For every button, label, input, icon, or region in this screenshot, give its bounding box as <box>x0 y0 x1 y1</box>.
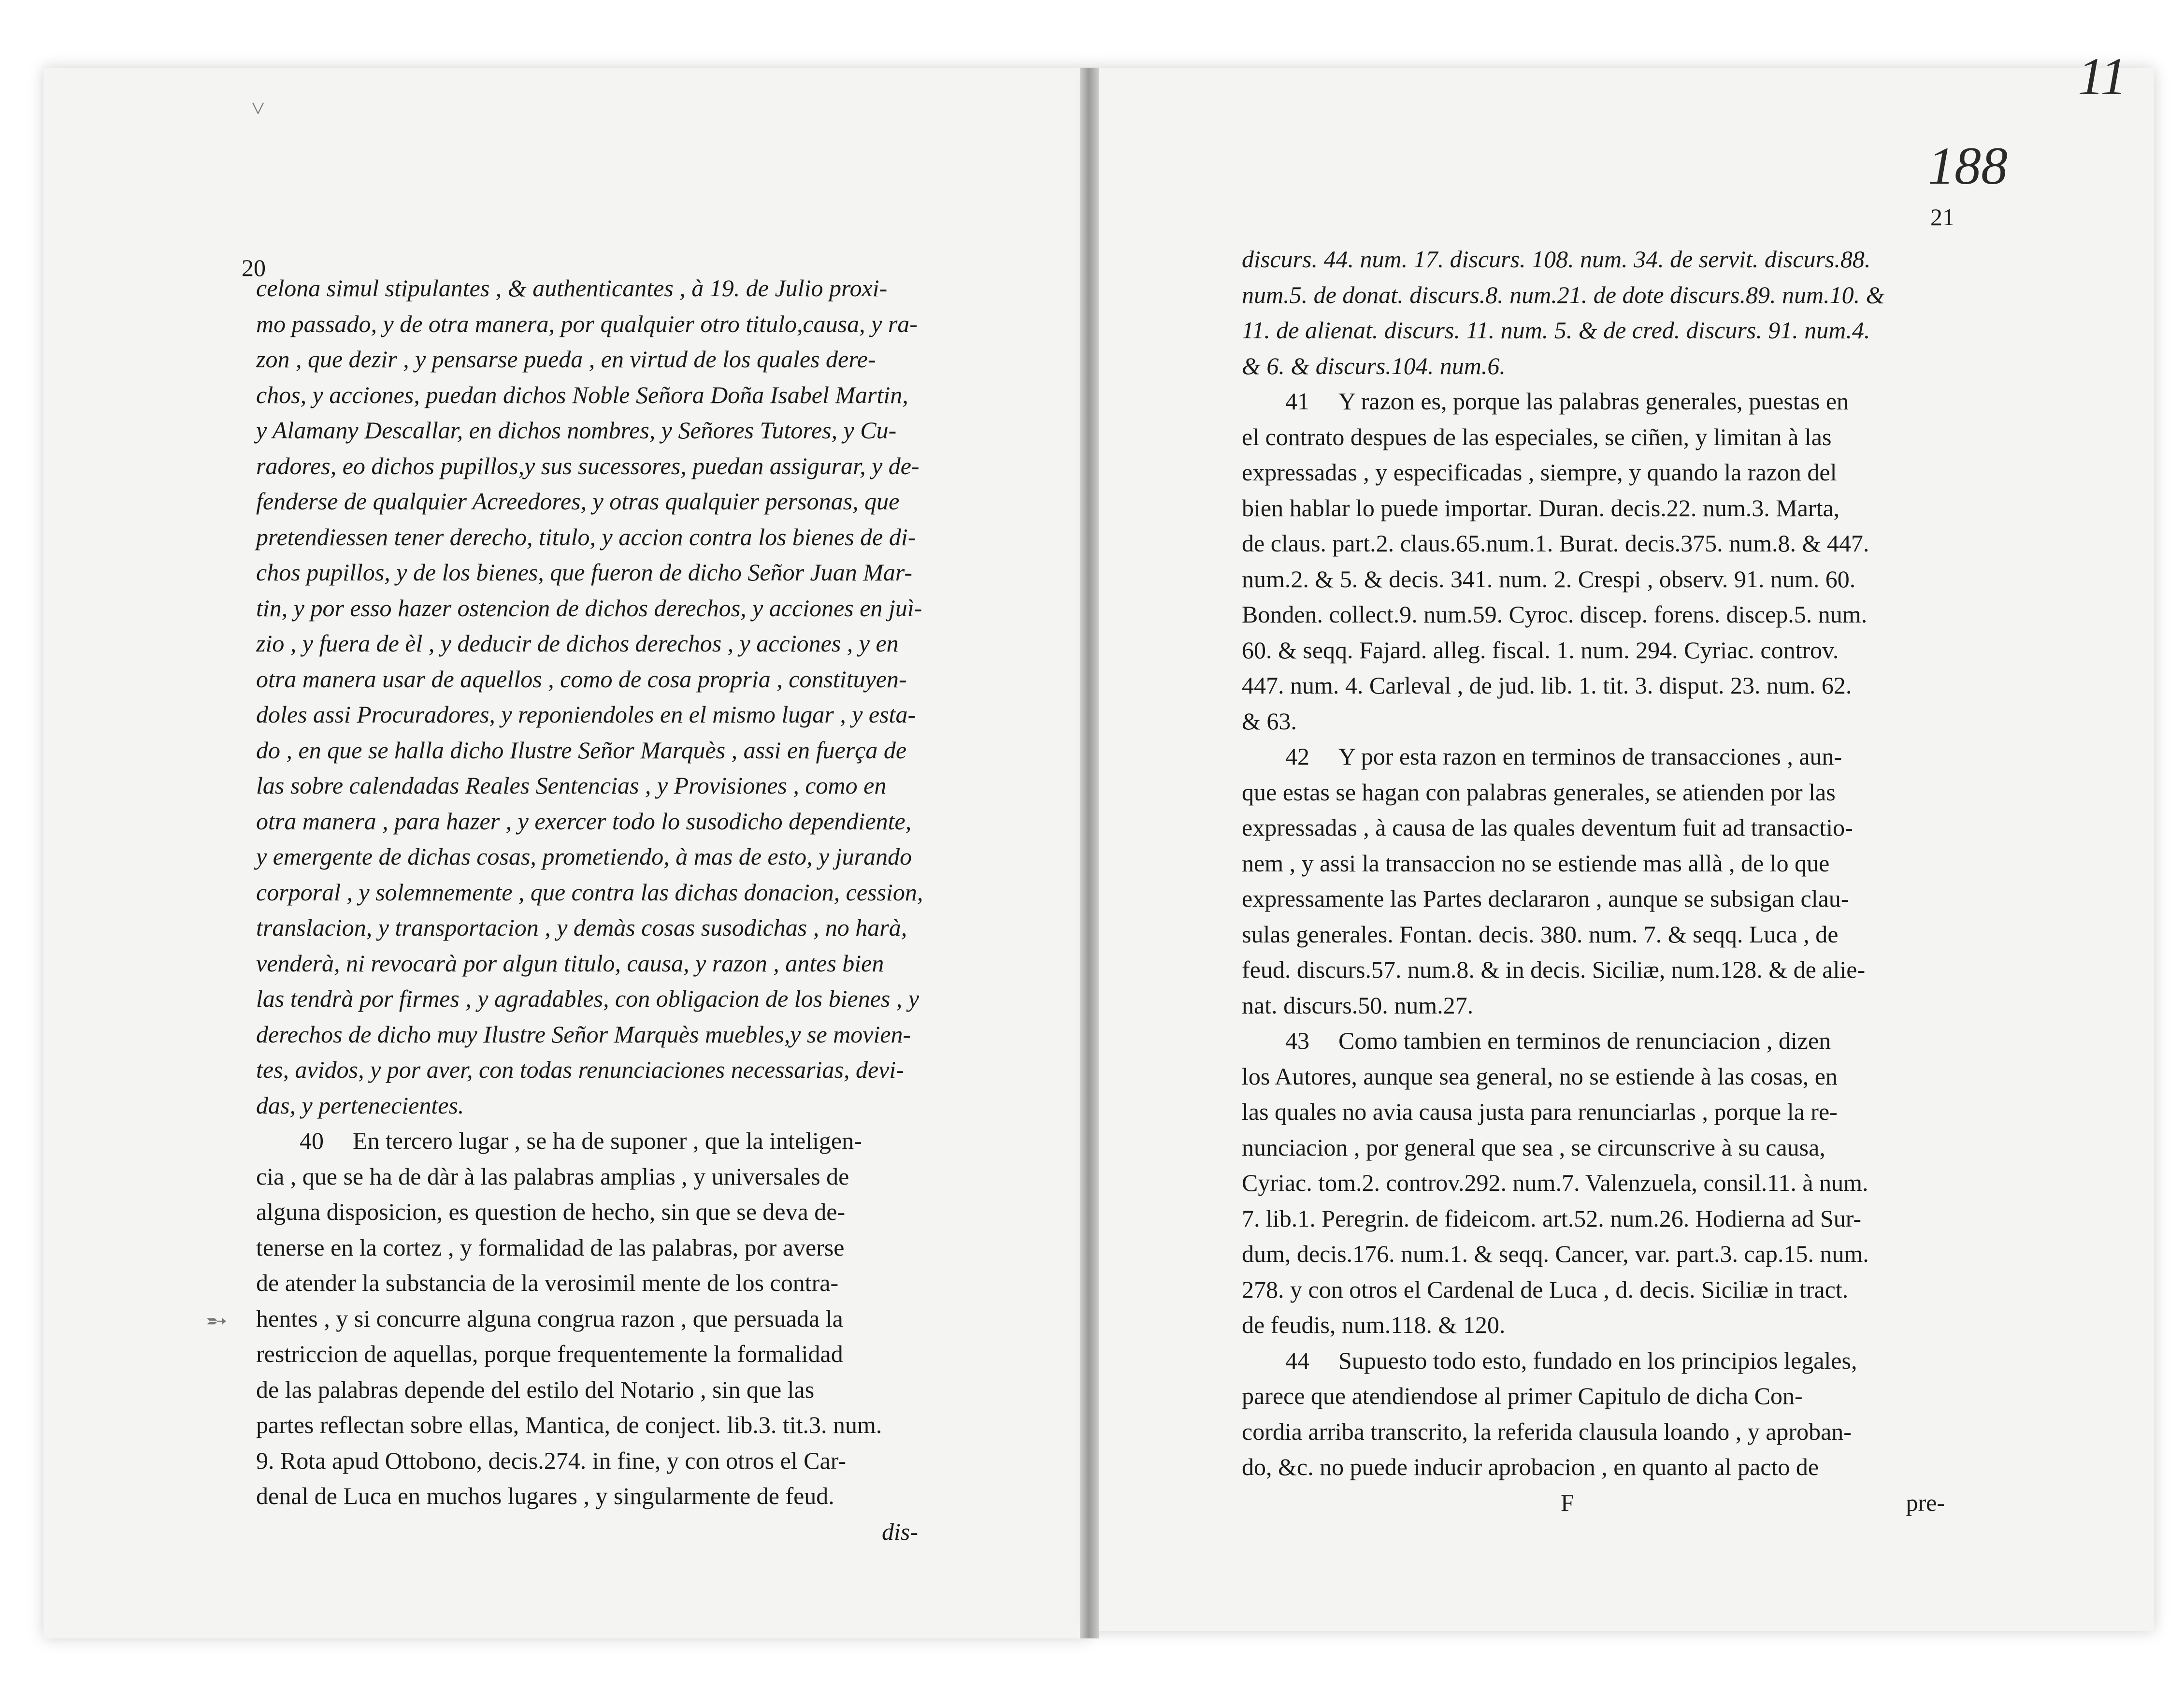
text-line: translacion, y transportacion , y demàs cosas susodichas , no harà, <box>256 914 907 941</box>
text-line <box>256 1123 962 1159</box>
text-line: fenderse de qualquier Acreedores, y otras qualquier personas, que <box>256 488 900 515</box>
text-line: parece que atendiendose al primer Capitulo de dicha Con- <box>1242 1382 1803 1409</box>
text-line: el contrato despues de las especiales, se ciñen, y limitan à las <box>1242 423 1832 450</box>
text-line: 60. & seqq. Fajard. alleg. fiscal. 1. num. 294. Cyriac. controv. <box>1242 636 1839 664</box>
catchword: pre- <box>1906 1489 1945 1516</box>
paragraph-number: 43 <box>1285 1027 1309 1054</box>
paragraph-40 <box>256 1123 962 1514</box>
text-line: nat. discurs.50. num.27. <box>1242 991 1474 1019</box>
text-line <box>1242 739 1945 775</box>
folio-mark-top: 11 <box>2078 47 2127 106</box>
text-line: 7. lib.1. Peregrin. de fideicom. art.52. num.26. Hodierna ad Sur- <box>1242 1204 1862 1232</box>
text-line: hentes , y si concurre alguna congrua razon , que persuada la <box>256 1304 843 1332</box>
text-line: otra manera usar de aquellos , como de cosa propria , constituyen- <box>256 665 907 693</box>
paragraph-41 <box>1242 384 1945 739</box>
text-line: corporal , y solemnemente , que contra las dichas donacion, cession, <box>256 878 923 906</box>
text-line: das, y pertenecientes. <box>256 1091 464 1119</box>
paragraph-number: 42 <box>1285 743 1309 770</box>
text-line <box>1242 1023 1945 1059</box>
text-line: feud. discurs.57. num.8. & in decis. Siciliæ, num.128. & de alie- <box>1242 956 1866 983</box>
right-page-number: 21 <box>1930 203 1954 231</box>
foliation-number: 188 <box>1928 136 2008 195</box>
text-line: sulas generales. Fontan. decis. 380. num. 7. & seqq. Luca , de <box>1242 920 1839 948</box>
text-line: alguna disposicion, es question de hecho, sin que se deva de- <box>256 1198 846 1225</box>
text-line: de feudis, num.118. & 120. <box>1242 1311 1506 1338</box>
text-line: cordia arriba transcrito, la referida clausula loando , y aproban- <box>1242 1418 1852 1445</box>
text-line: tenerse en la cortez , y formalidad de las palabras, por averse <box>256 1233 845 1261</box>
text-line: tes, avidos, y por aver, con todas renunciaciones necessarias, devi- <box>256 1056 904 1083</box>
catchword: dis- <box>882 1518 918 1545</box>
signature-catchword-line <box>1242 1485 1945 1521</box>
text-line-content: Supuesto todo esto, fundado en los principios legales, <box>1338 1347 1857 1374</box>
text-line: do , en que se halla dicho Ilustre Señor Marquès , assi en fuerça de <box>256 736 907 764</box>
text-line: num.2. & 5. & decis. 341. num. 2. Crespi , observ. 91. num. 60. <box>1242 565 1856 593</box>
text-line: derechos de dicho muy Ilustre Señor Marquès muebles,y se movien- <box>256 1020 911 1048</box>
text-line: venderà, ni revocarà por algun titulo, causa, y razon , antes bien <box>256 949 884 977</box>
text-line-content: Como tambien en terminos de renunciacion , dizen <box>1338 1027 1831 1054</box>
right-page-text <box>1242 242 1945 1520</box>
text-line: denal de Luca en muchos lugares , y singularmente de feud. <box>256 1482 834 1509</box>
paragraph-43 <box>1242 1023 1945 1343</box>
text-line: num.5. de donat. discurs.8. num.21. de dote discurs.89. num.10. & <box>1242 281 1885 308</box>
text-line: 9. Rota apud Ottobono, decis.274. in fine, y con otros el Car- <box>256 1447 846 1474</box>
paragraph-number: 41 <box>1285 388 1309 415</box>
text-line: partes reflectan sobre ellas, Mantica, de conject. lib.3. tit.3. num. <box>256 1411 882 1438</box>
text-line <box>1242 1343 1945 1379</box>
text-line <box>1242 384 1945 420</box>
text-line: Bonden. collect.9. num.59. Cyroc. discep. forens. discep.5. num. <box>1242 601 1868 628</box>
text-line: 11. de alienat. discurs. 11. num. 5. & de cred. discurs. 91. num.4. <box>1242 317 1870 344</box>
text-line: 278. y con otros el Cardenal de Luca , d. decis. Siciliæ in tract. <box>1242 1275 1849 1303</box>
text-line: nunciacion , por general que sea , se circunscrive à su causa, <box>1242 1133 1825 1161</box>
text-line: dum, decis.176. num.1. & seqq. Cancer, var. part.3. cap.15. num. <box>1242 1240 1869 1267</box>
text-line: las tendrà por firmes , y agradables, con obligacion de los bienes , y <box>256 985 920 1012</box>
text-line: zon , que dezir , y pensarse pueda , en virtud de los quales dere- <box>256 346 876 373</box>
text-line: expressamente las Partes declararon , aunque se subsigan clau- <box>1242 885 1849 912</box>
left-page-text <box>256 271 962 1549</box>
text-line-content: Y por esta razon en terminos de transacciones , aun- <box>1338 743 1842 770</box>
text-line: & 6. & discurs.104. num.6. <box>1242 352 1506 379</box>
book-binding-gutter <box>1080 68 1099 1638</box>
paragraph-number: 44 <box>1285 1347 1309 1374</box>
text-line: tin, y por esso hazer ostencion de dichos derechos, y acciones en juì- <box>256 594 922 622</box>
text-line: pretendiessen tener derecho, titulo, y accion contra los bienes de di- <box>256 523 916 550</box>
text-line: nem , y assi la transaccion no se estiende mas allà , de lo que <box>1242 849 1830 877</box>
signature-mark: F <box>1561 1489 1574 1516</box>
text-line: expressadas , y especificadas , siempre, y quando la razon del <box>1242 459 1837 486</box>
text-line: chos, y acciones, puedan dichos Noble Señora Doña Isabel Martin, <box>256 381 908 408</box>
text-line-content: Y razon es, porque las palabras generales, puestas en <box>1338 388 1849 415</box>
text-line: chos pupillos, y de los bienes, que fueron de dicho Señor Juan Mar- <box>256 559 913 586</box>
text-line: radores, eo dichos pupillos,y sus sucessores, puedan assigurar, y de- <box>256 452 920 479</box>
text-line: de claus. part.2. claus.65.num.1. Burat. decis.375. num.8. & 447. <box>1242 530 1869 557</box>
text-line: zio , y fuera de èl , y deducir de dichos derechos , y acciones , y en <box>256 630 899 657</box>
text-line: y emergente de dichas cosas, prometiendo, à mas de esto, y jurando <box>256 843 912 870</box>
text-line: restriccion de aquellas, porque frequentemente la formalidad <box>256 1340 843 1367</box>
text-line: discurs. 44. num. 17. discurs. 108. num. 34. de servit. discurs.88. <box>1242 246 1871 273</box>
pencil-tick-mark: ˅ <box>251 95 265 122</box>
text-line: otra manera , para hazer , y exercer todo lo susodicho dependiente, <box>256 807 912 835</box>
text-line: de las palabras depende del estilo del Notario , sin que las <box>256 1375 815 1403</box>
text-line: 447. num. 4. Carleval , de jud. lib. 1. tit. 3. disput. 23. num. 62. <box>1242 672 1852 699</box>
paragraph-44 <box>1242 1343 1945 1485</box>
paragraph-number: 40 <box>300 1127 324 1154</box>
text-line: que estas se hagan con palabras generales, se atienden por las <box>1242 778 1836 806</box>
paragraph-42 <box>1242 739 1945 1023</box>
text-line: celona simul stipulantes , & authenticantes , à 19. de Julio proxi- <box>256 275 888 302</box>
text-line: do, &c. no puede inducir aprobacion , en quanto al pacto de <box>1242 1453 1819 1480</box>
text-line: mo passado, y de otra manera, por qualquier otro titulo,causa, y ra- <box>256 310 918 337</box>
text-line: & 63. <box>1242 707 1297 735</box>
text-line: bien hablar lo puede importar. Duran. decis.22. num.3. Marta, <box>1242 494 1840 521</box>
text-line-content: En tercero lugar , se ha de suponer , que la inteligen- <box>353 1127 862 1154</box>
text-line: las quales no avia causa justa para renunciarlas , porque la re- <box>1242 1098 1838 1125</box>
text-line: de atender la substancia de la verosimil mente de los contra- <box>256 1269 839 1296</box>
text-line: expressadas , à causa de las quales deventum fuit ad transactio- <box>1242 814 1853 841</box>
right-continuation-block <box>1242 242 1945 384</box>
text-line: doles assi Procuradores, y reponiendoles en el mismo lugar , y esta- <box>256 701 916 728</box>
text-line: los Autores, aunque sea general, no se estiende à las cosas, en <box>1242 1062 1838 1090</box>
text-line: cia , que se ha de dàr à las palabras amplias , y universales de <box>256 1162 849 1190</box>
text-line: Cyriac. tom.2. controv.292. num.7. Valenzuela, consil.11. à num. <box>1242 1169 1868 1196</box>
text-line: las sobre calendadas Reales Sentencias , y Provisiones , como en <box>256 772 887 799</box>
left-continuation-block <box>256 271 962 1123</box>
margin-arrow-mark: ➵ <box>205 1306 228 1335</box>
text-line: y Alamany Descallar, en dichos nombres, y Señores Tutores, y Cu- <box>256 417 897 444</box>
left-page-number: 20 <box>242 254 266 281</box>
